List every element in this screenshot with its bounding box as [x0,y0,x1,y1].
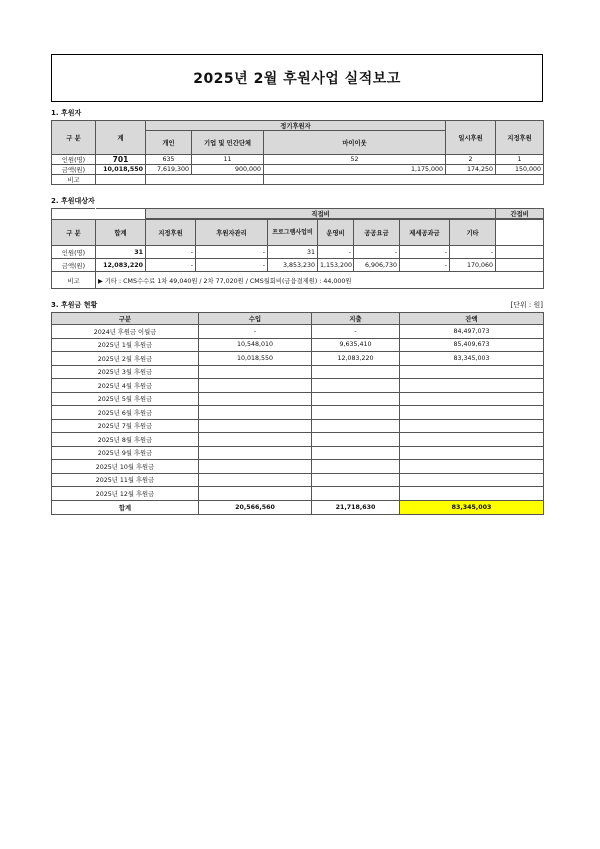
s2-h-direct: 직접비 [146,209,496,219]
s3-cell-balance [400,446,544,460]
s2-h-blank [96,209,146,220]
s3-cell-label: 2025년 5월 후원금 [52,392,199,406]
s1-note-cell [146,175,264,185]
s3-cell-income [199,406,312,420]
table-row [52,365,544,379]
s2-h-utilities: 공공요금 [354,220,400,246]
s1-cell-designated: 1 [496,155,544,165]
s1-cell-corporate: 11 [192,155,264,165]
table-row [52,460,544,474]
s2-note-text: ▶ 기타 : CMS수수료 1차 49,040원 / 2차 77,020원 / CMS월회비(금융결제원) : 44,000원 [96,272,544,289]
s1-h-onetime: 일시후원 [446,121,496,155]
s2-cell-designated: - [146,246,196,259]
s3-cell-balance [400,365,544,379]
s3-cell-balance [400,460,544,474]
s3-cell-expense [312,460,400,474]
s3-cell-expense: 12,083,220 [312,352,400,366]
s2-note-label: 비고 [52,272,96,289]
s3-cell-balance [400,406,544,420]
s3-cell-income [199,392,312,406]
s2-row-label: 금액(원) [52,259,96,272]
s1-row-label: 인원(명) [52,155,96,165]
s1-cell-neighbor: 1,175,000 [264,165,446,175]
s1-note-cell [264,175,544,185]
s3-cell-expense [312,446,400,460]
s3-cell-income: 10,548,010 [199,338,312,352]
s3-cell-income [199,365,312,379]
s3-cell-income [199,433,312,447]
s3-cell-expense [312,406,400,420]
s3-total-income: 20,566,560 [199,500,312,514]
s3-cell-balance: 83,345,003 [400,352,544,366]
s3-cell-expense [312,365,400,379]
table-row [52,175,544,185]
table-row [52,155,544,165]
section3-heading [51,300,543,310]
s2-cell-indirect [496,246,544,259]
table-row [52,487,544,501]
beneficiary-table [51,208,544,289]
s1-cell-corporate: 900,000 [192,165,264,175]
s3-cell-label: 2025년 9월 후원금 [52,446,199,460]
s3-h-balance: 잔액 [400,313,544,325]
table-row [52,446,544,460]
table-row [52,259,544,272]
table-row [52,165,544,175]
s3-cell-label: 2025년 2월 후원금 [52,352,199,366]
s2-cell-indirect [496,259,544,272]
s2-cell-other: - [450,246,496,259]
s2-row-label: 인원(명) [52,246,96,259]
s3-cell-income [199,379,312,393]
s3-h-income: 수입 [199,313,312,325]
s3-cell-label: 2025년 12월 후원금 [52,487,199,501]
s2-cell-taxes: - [400,259,450,272]
s3-cell-label: 2025년 3월 후원금 [52,365,199,379]
s2-h-management: 후원자관리 [196,220,268,246]
page-title: 2025년 2월 후원사업 실적보고 [193,71,401,87]
s1-note-cell [96,175,146,185]
s1-cell-individual: 7,619,300 [146,165,192,175]
s3-cell-income [199,446,312,460]
s3-cell-label: 2025년 4월 후원금 [52,379,199,393]
table-row [52,473,544,487]
s2-h-indirect: 간접비 [496,209,544,219]
s1-cell-individual: 635 [146,155,192,165]
s1-h-individual: 개인 [146,131,192,155]
s2-cell-utilities: - [354,246,400,259]
s1-row-label: 금액(원) [52,165,96,175]
s3-cell-expense [312,487,400,501]
s3-cell-expense [312,473,400,487]
s3-cell-balance [400,419,544,433]
table-row [52,406,544,420]
s3-cell-label: 2025년 1월 후원금 [52,338,199,352]
s3-cell-income: - [199,325,312,339]
s3-total-label: 합계 [52,500,199,514]
s2-h-designated: 지정후원 [146,220,196,246]
s1-cell-total: 10,018,550 [96,165,146,175]
s3-cell-expense [312,379,400,393]
s3-cell-income: 10,018,550 [199,352,312,366]
section1-heading-text: 1. 후원자 [51,109,82,117]
s1-h-corporate: 기업 및 민간단체 [192,131,264,155]
sponsor-table [51,120,544,185]
s2-cell-utilities: 6,906,730 [354,259,400,272]
section1-heading [51,108,543,118]
s3-cell-balance [400,433,544,447]
s2-cell-management: - [196,259,268,272]
s1-cell-neighbor: 52 [264,155,446,165]
report-page [51,54,543,515]
s2-cell-designated: - [146,259,196,272]
table-row [52,433,544,447]
s3-cell-income [199,473,312,487]
s3-cell-income [199,460,312,474]
s2-cell-program: 31 [268,246,318,259]
s2-h-total: 합계 [96,220,146,246]
table-row [52,379,544,393]
s3-cell-balance [400,473,544,487]
table-row [52,419,544,433]
s3-total-balance: 83,345,003 [400,500,544,514]
s3-cell-label: 2025년 8월 후원금 [52,433,199,447]
s1-cell-onetime: 174,250 [446,165,496,175]
s2-h-blank [52,209,96,220]
s2-h-operating: 운영비 [318,220,354,246]
s3-cell-income [199,419,312,433]
s2-h-indirect-blank [496,220,544,246]
title-box [51,54,543,102]
s1-h-gubun: 구 분 [52,121,96,155]
s3-cell-label: 2025년 7월 후원금 [52,419,199,433]
s3-cell-expense: 9,635,410 [312,338,400,352]
s1-h-total: 계 [96,121,146,155]
s2-h-other: 기타 [450,220,496,246]
s1-h-regular: 정기후원자 [146,121,446,131]
table-row [52,392,544,406]
s3-total-expense: 21,718,630 [312,500,400,514]
total-row [52,500,544,514]
s2-cell-taxes: - [400,246,450,259]
table-row [52,352,544,366]
unit-label: [단위 : 원] [510,301,543,309]
s2-h-program: 프로그램사업비 [268,220,318,246]
s2-cell-total: 12,083,220 [96,259,146,272]
s3-cell-income [199,487,312,501]
s1-cell-total: 701 [96,155,146,165]
s2-h-gubun: 구 분 [52,220,96,246]
s2-h-taxes: 제세공과금 [400,220,450,246]
s2-cell-program: 3,853,230 [268,259,318,272]
s3-cell-balance: 85,409,673 [400,338,544,352]
s3-cell-balance: 84,497,073 [400,325,544,339]
s3-cell-balance [400,392,544,406]
s3-cell-expense [312,392,400,406]
s2-cell-other: 170,060 [450,259,496,272]
s1-h-neighbor: 마이이웃 [264,131,446,155]
s3-h-gubun: 구분 [52,313,199,325]
section3-heading-text: 3. 후원금 현황 [51,301,98,309]
table-row [52,338,544,352]
s2-cell-total: 31 [96,246,146,259]
section2-heading-text: 2. 후원대상자 [51,197,95,205]
s3-cell-balance [400,379,544,393]
section2-heading [51,196,543,206]
s2-cell-management: - [196,246,268,259]
s3-cell-balance [400,487,544,501]
table-row [52,246,544,259]
s3-cell-label: 2025년 10월 후원금 [52,460,199,474]
s3-cell-label: 2024년 후원금 이월금 [52,325,199,339]
s3-cell-expense [312,433,400,447]
s3-cell-expense [312,419,400,433]
table-row [52,272,544,289]
s3-cell-label: 2025년 11월 후원금 [52,473,199,487]
s1-cell-onetime: 2 [446,155,496,165]
s1-note-label: 비고 [52,175,96,185]
s3-cell-label: 2025년 6월 후원금 [52,406,199,420]
s1-h-designated: 지정후원 [496,121,544,155]
s1-cell-designated: 150,000 [496,165,544,175]
s2-cell-operating: - [318,246,354,259]
s2-cell-operating: 1,153,200 [318,259,354,272]
s3-h-expense: 지출 [312,313,400,325]
table-row [52,325,544,339]
s3-cell-expense: - [312,325,400,339]
fund-status-table [51,312,544,515]
